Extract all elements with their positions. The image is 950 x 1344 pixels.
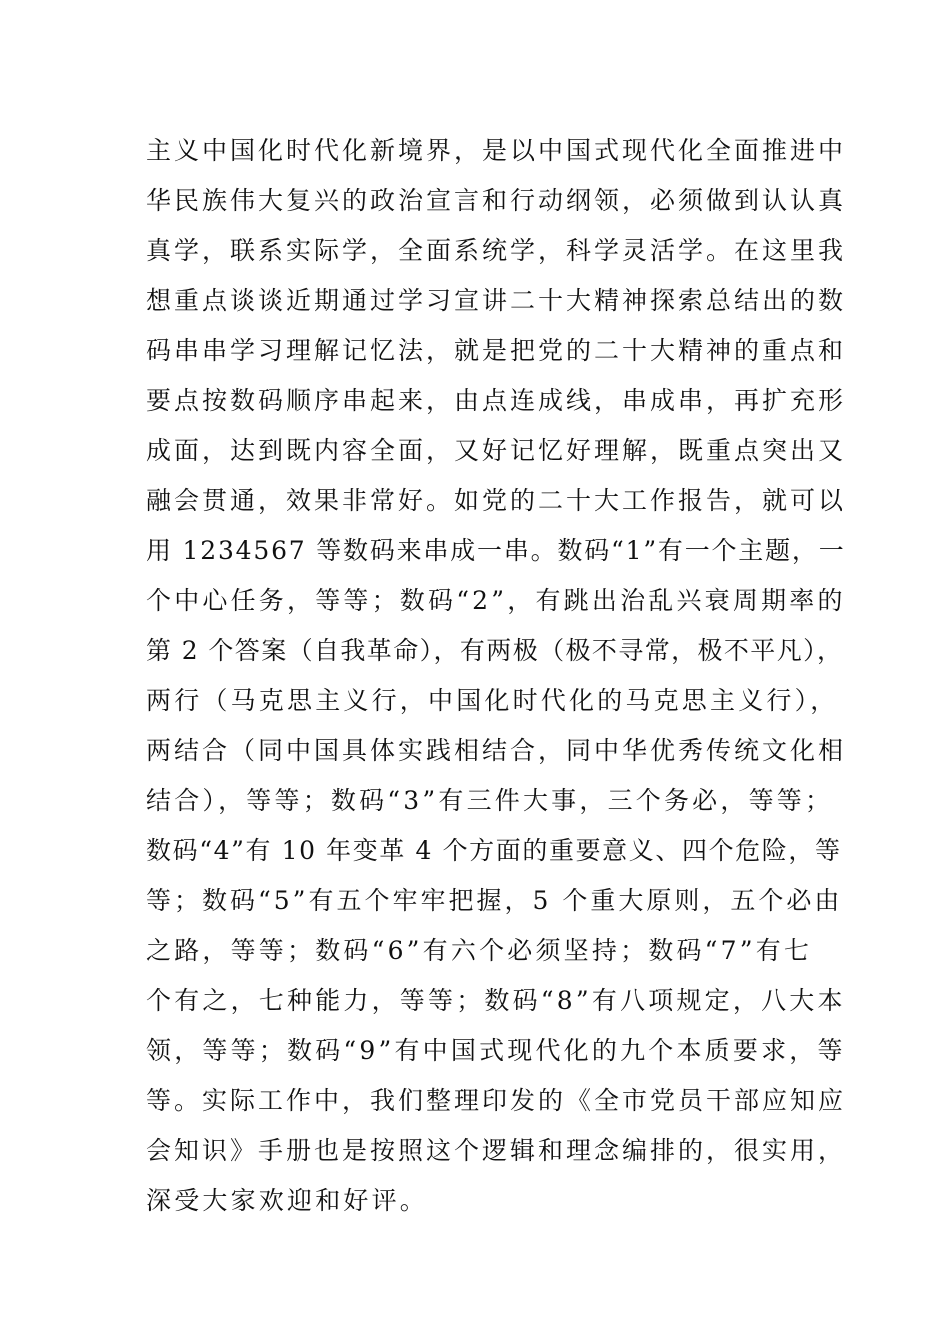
paragraph-line: 要点按数码顺序串起来，由点连成线，串成串，再扩充形	[146, 386, 847, 415]
paragraph-line: 真学，联系实际学，全面系统学，科学灵活学。在这里我	[146, 236, 847, 265]
paragraph-line: 结合），等等；数码“3”有三件大事，三个务必，等等；	[146, 786, 834, 815]
paragraph-line: 数码“4”有 10 年变革 4 个方面的重要意义、四个危险，等	[146, 836, 842, 865]
paragraph-line: 之路，等等；数码“6”有六个必须坚持；数码“7”有七	[146, 936, 813, 965]
paragraph-line: 成面，达到既内容全面，又好记忆好理解，既重点突出又	[146, 436, 847, 465]
paragraph-line: 想重点谈谈近期通过学习宣讲二十大精神探索总结出的数	[146, 286, 847, 315]
paragraph-line: 华民族伟大复兴的政治宣言和行动纲领，必须做到认认真	[146, 186, 847, 215]
paragraph-line: 等；数码“5”有五个牢牢把握，5 个重大原则，五个必由	[146, 886, 843, 915]
paragraph-line: 深受大家欢迎和好评。	[146, 1186, 429, 1215]
paragraph-line: 第 2 个答案（自我革命），有两极（极不寻常，极不平凡），	[146, 636, 844, 665]
paragraph-line: 用 1234567 等数码来串成一串。数码“1”有一个主题，一	[146, 536, 846, 565]
paragraph-line: 个有之，七种能力，等等；数码“8”有八项规定，八大本	[146, 986, 846, 1015]
paragraph-line: 融会贯通，效果非常好。如党的二十大工作报告，就可以	[146, 486, 847, 515]
paragraph-line: 领，等等；数码“9”有中国式现代化的九个本质要求，等	[146, 1036, 846, 1065]
paragraph-line: 两结合（同中国具体实践相结合，同中华优秀传统文化相	[146, 736, 847, 765]
paragraph-line: 会知识》手册也是按照这个逻辑和理念编排的，很实用，	[146, 1136, 847, 1165]
paragraph-line: 等。实际工作中，我们整理印发的《全市党员干部应知应	[146, 1086, 847, 1115]
paragraph-line: 两行（马克思主义行，中国化时代化的马克思主义行），	[146, 686, 839, 715]
paragraph-line: 个中心任务，等等；数码“2”，有跳出治乱兴衰周期率的	[146, 586, 846, 615]
body-paragraph	[146, 126, 846, 1226]
paragraph-line: 主义中国化时代化新境界，是以中国式现代化全面推进中	[146, 136, 847, 165]
paragraph-line: 码串串学习理解记忆法，就是把党的二十大精神的重点和	[146, 336, 847, 365]
